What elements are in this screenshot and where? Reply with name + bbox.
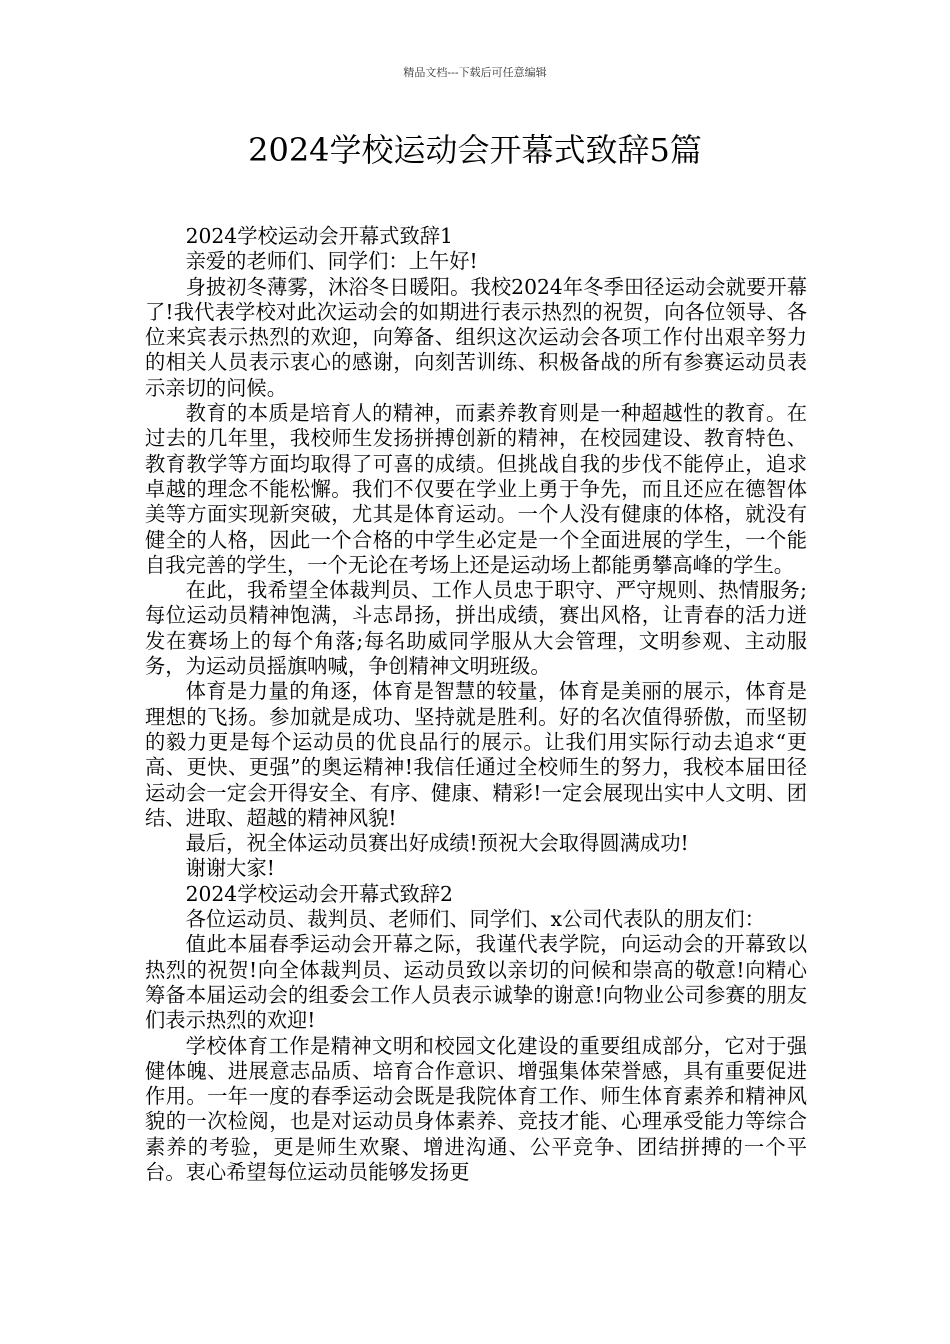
salutation: 亲爱的老师们、同学们：上午好! [185, 249, 478, 274]
body-paragraph: 身披初冬薄雾，沐浴冬日暖阳。我校2024年冬季田径运动会就要开幕了!我代表学校对此次运动会的如期进行表示热烈的祝贺，向各位领导、各位来宾表示热烈的欢迎，向筹备、组织这次运动会各项工作付出艰辛努力的相关人员表示衷心的感谢，向刻苦训练、积极备战的所有参赛运动员表示亲切的问候。 [145, 274, 807, 400]
body-paragraph: 教育的本质是培育人的精神，而素养教育则是一种超越性的教育。在过去的几年里，我校师生发扬拼搏创新的精神，在校园建设、教育特色、教育教学等方面均取得了可喜的成绩。但挑战自我的步伐不能停止，追求卓越的理念不能松懈。我们不仅要在学业上勇于争先，而且还应在德智体美等方面实现新突破，尤其是体育运动。一个人没有健康的体格，就没有健全的人格，因此一个合格的中学生必定是一个全面进展的学生，一个能自我完善的学生，一个无论在考场上还是运动场上都能勇攀高峰的学生。 [145, 401, 807, 577]
page-header-note: 精品文档---下载后可任意编辑 [403, 66, 547, 79]
document-title: 2024学校运动会开幕式致辞5篇 [248, 131, 702, 169]
thanks-line: 谢谢大家! [185, 856, 275, 881]
body-paragraph: 学校体育工作是精神文明和校园文化建设的重要组成部分，它对于强健体魄、进展意志品质、培育合作意识、增强集体荣誉感，具有重要促进作用。一年一度的春季运动会既是我院体育工作、师生体育素养和精神风貌的一次检阅，也是对运动员身体素养、竞技才能、心理承受能力等综合素养的考验，更是师生欢聚、增进沟通、公平竞争、团结拼搏的一个平台。衷心希望每位运动员能够发扬更 [145, 1033, 807, 1184]
section-heading-2: 2024学校运动会开幕式致辞2 [185, 881, 453, 906]
salutation: 各位运动员、裁判员、老师们、同学们、x公司代表队的朋友们： [185, 907, 765, 932]
document-body [145, 224, 807, 1185]
body-paragraph: 值此本届春季运动会开幕之际，我谨代表学院，向运动会的开幕致以热烈的祝贺!向全体裁判员、运动员致以亲切的问候和崇高的敬意!向精心筹备本届运动会的组委会工作人员表示诚挚的谢意!向物业公司参赛的朋友们表示热烈的欢迎! [145, 932, 807, 1033]
body-paragraph: 在此，我希望全体裁判员、工作人员忠于职守、严守规则、热情服务;每位运动员精神饱满，斗志昂扬，拼出成绩，赛出风格，让青春的活力迸发在赛场上的每个角落;每名助威同学服从大会管理，文明参观、主动服务，为运动员摇旗呐喊，争创精神文明班级。 [145, 578, 807, 679]
section-heading-1: 2024学校运动会开幕式致辞1 [185, 224, 453, 248]
body-paragraph: 体育是力量的角逐，体育是智慧的较量，体育是美丽的展示，体育是理想的飞扬。参加就是成功、坚持就是胜利。好的名次值得骄傲，而坚韧的毅力更是每个运动员的优良品行的展示。让我们用实际行动去追求“更高、更快、更强”的奥运精神!我信任通过全校师生的努力，我校本届田径运动会一定会开得安全、有序、健康、精彩!一定会展现出实中人文明、团结、进取、超越的精神风貌! [145, 679, 807, 830]
closing-line: 最后，祝全体运动员赛出好成绩!预祝大会取得圆满成功! [185, 831, 689, 856]
